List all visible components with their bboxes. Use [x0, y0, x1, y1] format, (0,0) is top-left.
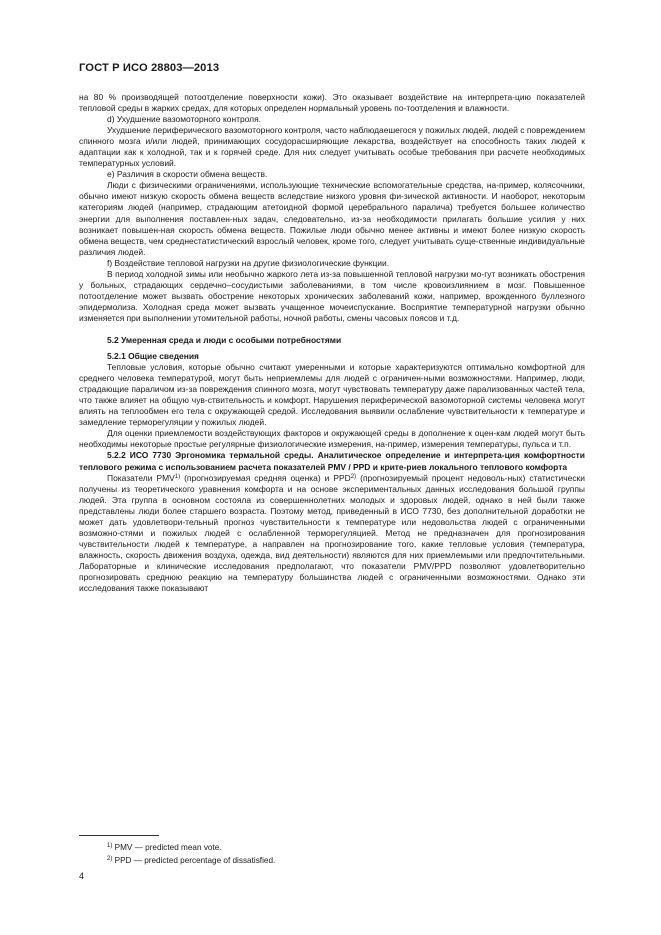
footnote-text: PMV — predicted mean vote. — [114, 843, 222, 852]
list-item-e: e) Различия в скорости обмена веществ. — [107, 169, 268, 180]
footnote-1 — [107, 842, 275, 855]
list-item-d: d) Ухудшение вазомоторного контроля. — [107, 114, 262, 125]
list-item-f: f) Воздействие тепловой нагрузки на другие физиологические функции. — [107, 257, 390, 268]
section-heading-5-2-1: 5.2.1 Общие сведения — [107, 351, 199, 362]
footnote-mark: 2) — [107, 855, 113, 862]
paragraph: Ухудшение периферического вазомоторного контроля, часто наблюдаешегося у пожилых людей, людей с повреждением спинного мозга и/или людей, принимающих сосудорасширяющие лекарства, воздействует на способность таких людей к адаптации как к холодной, так и к горячей среде. Для них следует учитывать особые требования при расчете необходимых температурных условий. — [79, 125, 585, 169]
paragraph: на 80 % производящей потоотделение поверхности кожи). Это оказывает воздействие на интерпрета-цию показателей тепловой среды в жарких средах, для которых определен нормальный уровень по-тоотделения и влажности. — [79, 92, 585, 114]
footnote-text: PPD — predicted percentage of dissatisfied. — [114, 855, 276, 865]
footnote-ref-2[interactable]: 2) — [350, 473, 357, 480]
footnote-ref-1[interactable]: 1) — [174, 473, 181, 480]
paragraph: Тепловые условия, которые обычно считают умеренными и которые характеризуются оптимально комфортной для среднего человека температурой, могут быть неприемлемы для людей с ограничен-ными возможностями. Например, люди, страдающие параличом из-за повреждения спинного мозга, могут чувствовать температуру даже парализованных частей тела, что также влияет на общую чув-ствительность и комфорт. Нарушения периферической вазомоторной системы человека могут влиять на теплообмен его тела с окружающей средой. Исследования выявили ослабление чувствительности к температуре и замедление терморегуляции у пожилых людей. — [79, 362, 585, 428]
pmv-rest: (прогнозируемый процент недоволь-ных) статистически получены из теоретического уравнения комфорта и на основе экспериментальных данных исследования большой группы людей. Эта группа в основном состояла из совершеннолетних молодых и здоровых людей, однако в ней были также представлены люди более старшего возраста. Поэтому метод, приведенный в ИСО 7730, без дополнительной доработки не может дать удовлетвори-тельный прогноз чувствительности к температуре или недовольства людей с ограниченными возможно-стями и пожилых людей с ослабленной терморегуляцией. Метод не предназначен для прогнозирования чувствительности людей к температуре, а направлен на прогнозирование того, какие тепловые условия (температура, влажность, скорость движения воздуха, одежда, вид деятельности) являются для них приемлемыми или предпочтительными. Лабораторные и клинические исследования предполагают, что показатели PMV/PPD позволяют удовлетворительно прогнозировать среднюю реакцию на температуру большинства людей с ограниченными возможностями. Однако эти исследования также показывают — [79, 472, 585, 594]
section-heading-5-2-2: 5.2.2 ИСО 7730 Эргономика термальной среды. Аналитическое определение и интерпрета-ция комфортности теплового режима с использованием расчета показателей PMV / PPD и крите-риев локального теплового комфорта — [79, 450, 585, 472]
body-text — [79, 92, 585, 594]
pmv-lead: Показатели PMV — [107, 472, 175, 483]
paragraph: Для оценки приемлемости воздействующих факторов и окружающей среды в дополнение к оцен-кам людей могут быть необходимы некоторые простые регулярные физиологические измерения, на-пример, измерения температуры, пульса и т.п. — [79, 428, 585, 450]
footnote-2 — [107, 855, 275, 868]
footnotes — [107, 842, 275, 867]
paragraph-pmv — [79, 473, 585, 595]
footnote-mark: 1) — [107, 843, 113, 849]
paragraph: Люди с физическими ограничениями, использующие технические вспомогательные средства, на-пример, колясочники, обычно имеют низкую скорость обмена веществ вследствие низкого уровня фи-зической активности. И наоборот, некоторым категориям людей (например, страдающим атетоидной формой церебрального паралича) требуется большее количество энергии для выполнения поставлен-ных задач, следовательно, из-за необходимости прилагать большие усилия у них возникает повышен-ная скорость обмена веществ. Пожилые люди обычно менее активны и имеют более низкую скорость обмена веществ, чем среднестатистический взрослый человек, кроме того, следует учитывать суще-ственные индивидуальные различия людей. — [79, 180, 585, 257]
section-heading-5-2: 5.2 Умеренная среда и люди с особыми потребностями — [107, 334, 342, 345]
page-number: 4 — [79, 871, 85, 881]
page-header: ГОСТ Р ИСО 28803—2013 — [79, 62, 220, 74]
footnote-divider — [79, 835, 159, 836]
paragraph: В период холодной зимы или необычно жаркого лета из-за повышенной тепловой нагрузки мо-гут возникать обострения у больных, страдающих сердечно–сосудистыми заболеваниями, в том числе кровоизлиянием в мозг. Повышенное потоотделение может вызвать обострение некоторых хронических заболеваний кожи, например, врожденного буллезного эпидермолиза. Холодная среда может вызвать учащенное мочеиспускание. Восприятие температурной нагрузки обычно изменяется при выполнении утомительной работы, ночной работы, смены часовых поясов и т.д. — [79, 268, 585, 323]
pmv-middle: (прогнозируемая средняя оценка) и PPD — [184, 472, 351, 483]
